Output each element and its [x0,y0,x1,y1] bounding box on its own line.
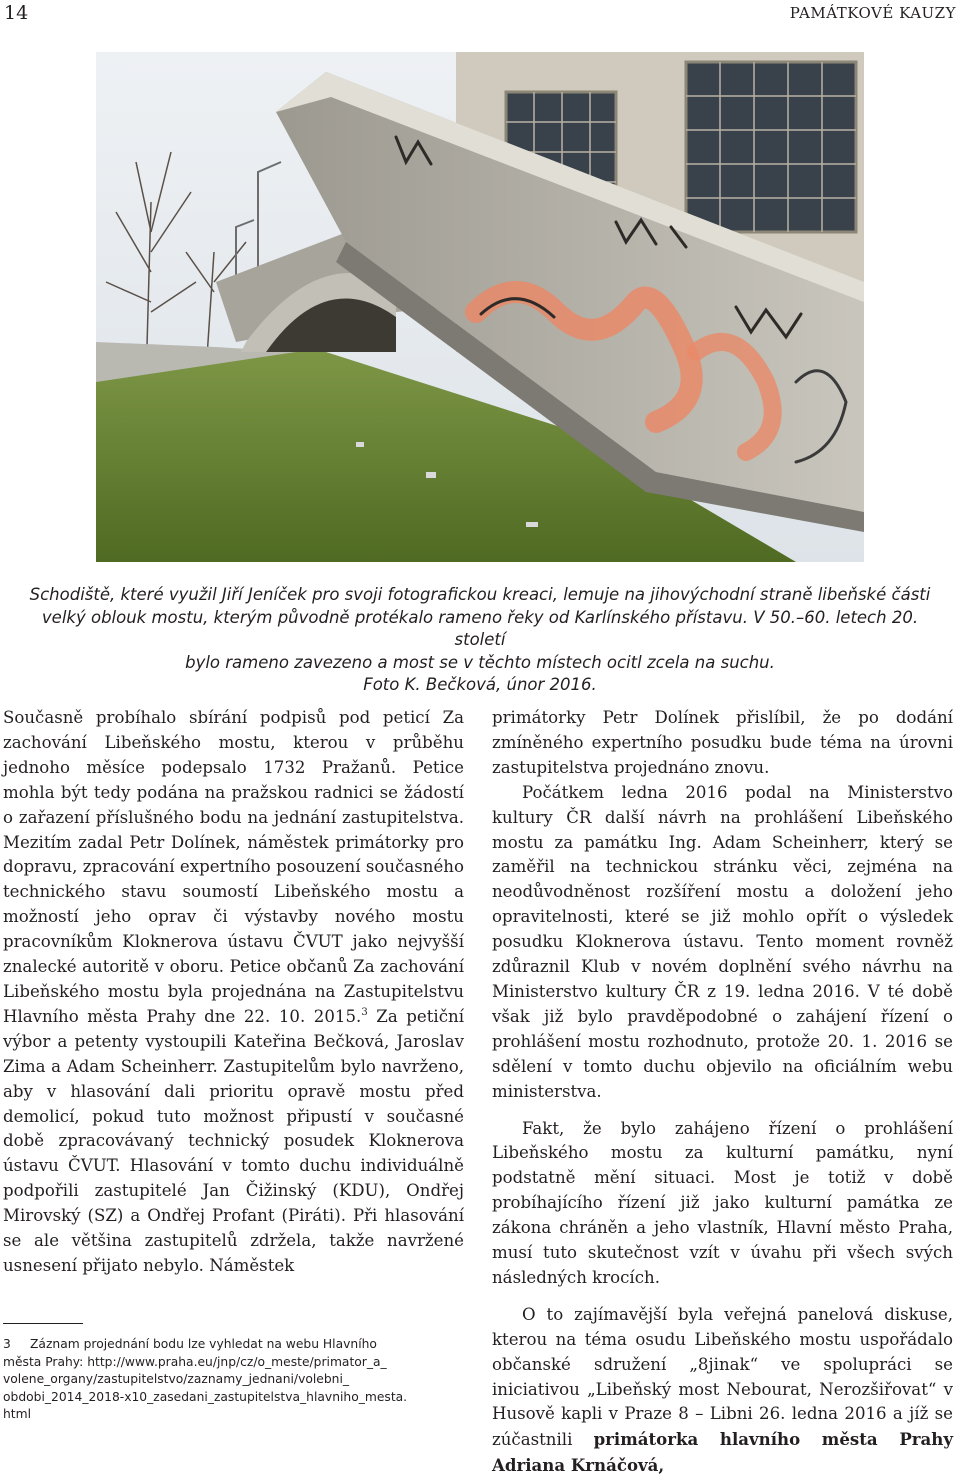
paragraph-bold-text: primátorka hlavního města Prahy Adriana Krnáčová, [492,1429,953,1476]
photo-bridge-staircase [96,52,864,562]
caption-line: velký oblouk mostu, kterým původně protékalo rameno řeky od Karlínského přístavu. V 50.–60. letech 20. století [41,607,919,649]
paragraph [3,706,464,1279]
footnote-number: 3 [3,1337,11,1351]
page-number: 14 [4,2,29,24]
photo-illustration [96,52,864,562]
paragraph-text: O to zajímavější byla veřejná panelová diskuse, kterou na téma osudu Libeňského mostu uspořádalo občanské sdružení „8jinak“ ve spolupráci se iniciativou „Libeňský most Nebourat, Nerozšiřovat“ v Husově kapli v Praze 8 – Libni 26. ledna 2016 a jíž se zúčastnili [492,1304,953,1450]
photo-caption [22,584,938,697]
caption-line: bylo rameno zavezeno a most se v těchto místech ocitl zcela na suchu. [185,652,775,672]
caption-credit: Foto K. Bečková, únor 2016. [363,675,597,694]
caption-line: Schodiště, které využil Jiří Jeníček pro svoji fotografickou kreaci, lemuje na jihovýchodní straně libeňské části [29,585,931,604]
footnote-line[interactable]: obdobi_2014_2018-x10_zasedani_zastupitelstva_hlavniho_mesta. [3,1389,408,1404]
section-title: PAMÁTKOVÉ KAUZY [789,4,956,22]
paragraph-text: Současně probíhalo sbírání podpisů pod peticí Za zachování Libeňského mostu, kterou v průběhu jednoho měsíce podepsalo 1732 Pražanů. Petice mohla být tedy podána na pražskou radnici se žádostí o zařazení příslušného bodu na jednání zastupitelstva. Mezitím zadal Petr Dolínek, náměstek primátorky pro dopravu, zpracování expertního posouzení současného technického stavu soumostí Libeňského mostu a možností jeho oprav či výstavby nového mostu pracovníkům Kloknerova ústavu ČVUT jako nejvyšší znalecké autoritě v oboru. Petice občanů Za zachování Libeňského mostu byla projednána na Zastupitelstvu Hlavního města Prahy dne 22. 10. 2015. [3,708,464,1026]
paragraph-text: Za petiční výbor a petenty vystoupili Kateřina Bečková, Jaroslav Zima a Adam Scheinherr. Zastupitelům bylo navrženo, aby v hlasování dali prioritu opravě mostu před demolicí, pokud tuto možnost připustí v současné době zpracovávaný technický posudek Kloknerova ústavu ČVUT. Hlasování v tomto duchu individuálně podpořili zastupitelé Jan Čižinský (KDU), Ondřej Mirovský (SZ) a Ondřej Profant (Piráti). Při hlasování se ale většina zastupitelů zdržela, takže navržené usnesení přijato nebylo. Náměstek [3,1006,464,1275]
paragraph: Fakt, že bylo zahájeno řízení o prohlášení Libeňského mostu za kulturní památku, nyní podstatně mění situaci. Most je totiž v době probíhajícího řízení již jako kulturní památka ze zákona chráněn a jeho vlastník, Hlavní město Praha, musí tuto skutečnost vzít v úvahu při všech svých následných krocích. [492,1118,953,1287]
paragraph [492,1303,953,1479]
footnote-line[interactable]: html [3,1407,32,1421]
footnote-divider [3,1323,83,1324]
footnote-ref[interactable]: 3 [361,1006,368,1018]
footnote [3,1336,473,1424]
footnote-line [3,1336,473,1354]
right-column [492,706,953,1479]
left-column [3,706,464,1279]
footnote-line[interactable]: volene_organy/zastupitelstvo/zaznamy_jednani/volebni_ [3,1372,350,1386]
footnote-text: Záznam projednání bodu lze vyhledat na webu Hlavního [30,1337,377,1351]
paragraph: primátorky Petr Dolínek přislíbil, že po dodání zmíněného expertního posudku bude téma na úrovni zastupitelstva projednáno znovu. [492,708,953,777]
paragraph: Počátkem ledna 2016 podal na Ministerstvo kultury ČR další návrh na prohlášení Libeňského mostu za památku Ing. Adam Scheinherr, který se zaměřil na technickou stránku věci, zejména na neodůvodněnost rozšíření mostu a doložení jeho opravitelnosti, které se již mohlo opřít o výsledek posudku Kloknerova ústavu. Tento moment rovněž zdůraznil Klub v novém doplnění svého návrhu na Ministerstvo kultury ČR z 19. ledna 2016. V té době však již bylo pravděpodobné o zahájení řízení o prohlášení mostu rozhodnuto, protože 20. 1. 2016 se sdělení v tomto duchu objevilo na oficiálním webu ministerstva. [492,782,953,1101]
footnote-line[interactable]: města Prahy: http://www.praha.eu/jnp/cz/o_meste/primator_a_ [3,1354,387,1369]
